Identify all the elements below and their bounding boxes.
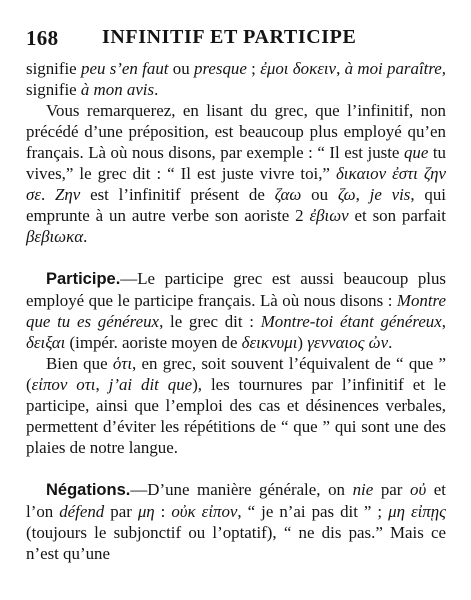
greek-run: μη εἰπῃς: [388, 502, 447, 521]
paragraph-participe: [26, 268, 446, 353]
italic-run: à moi paraître: [344, 59, 442, 78]
running-title: INFINITIF ET PARTICIPE: [102, 26, 357, 48]
italic-run: peu s’en faut: [81, 59, 169, 78]
text-run: par: [104, 502, 138, 521]
text-run: Vous remarquerez, en lisant du grec, que l’infinitif, non précédé d’une préposition, est beaucoup plus employé qu’en français. Là où nous disons, par exemple : “ Il est juste: [26, 101, 446, 162]
greek-run: δικαιον ἐστι ζην σε: [26, 164, 446, 204]
greek-run: Ζην: [55, 185, 81, 204]
text-run: (toujours le subjonctif ou l’optatif), “ ne dis pas.” Mais ce n’est qu’une: [26, 523, 446, 563]
text-run: ;: [246, 59, 261, 78]
greek-run: γενναιος ὠν: [307, 333, 389, 352]
text-run: ,: [355, 185, 370, 204]
greek-run: οὐκ εἰπον: [171, 502, 238, 521]
text-run: , “ je n’ai pas dit ” ;: [237, 502, 389, 521]
greek-run: ἐβιων: [309, 206, 349, 225]
text-run: ), les tournures par l’infinitif et le participe, ainsi que l’emploi des cas et désinences verbales, permettent d’éviter les répétitions de “ que ” qui sont une des plaies de notre langue.: [26, 375, 447, 457]
text-run: ,: [336, 59, 345, 78]
text-run: , le grec dit :: [159, 312, 261, 331]
text-run: .: [154, 80, 159, 99]
italic-run: Montre-toi étant généreux: [260, 312, 442, 331]
paragraph-continuation: [26, 58, 446, 100]
text-run: ): [297, 333, 308, 352]
text-run: (impér. aoriste moyen de: [65, 333, 242, 352]
text-run: .: [41, 185, 56, 204]
text-run: par: [373, 480, 410, 499]
greek-run: ζαω: [274, 185, 302, 204]
italic-run: presque: [194, 59, 247, 78]
paragraph-negations: [26, 479, 446, 564]
text-run: tu vives,” le grec dit : “ Il est juste vivre toi,”: [26, 143, 446, 183]
text-run: , signifie: [26, 59, 447, 99]
greek-run: ὁτι: [112, 354, 133, 373]
italic-run: nie: [352, 480, 374, 499]
page-body: [26, 58, 446, 564]
text-run: est l’infinitif présent de: [80, 185, 275, 204]
text-run: —D’une manière générale, on: [130, 480, 353, 499]
italic-run: à mon avis: [80, 80, 155, 99]
text-run: et son parfait: [348, 206, 446, 225]
text-run: :: [154, 502, 172, 521]
text-run: , en grec, soit souvent l’équivalent de “ que ” (: [26, 354, 446, 394]
greek-run: μη: [137, 502, 155, 521]
text-run: , qui emprunte à un autre verbe son aoriste 2: [26, 185, 446, 225]
greek-run: ζω: [337, 185, 356, 204]
paragraph-infinitive: [26, 100, 446, 247]
greek-run: δεικνυμι: [241, 333, 298, 352]
italic-run: je vis: [369, 185, 411, 204]
page-header: [26, 26, 446, 50]
text-run: Bien que: [46, 354, 113, 373]
italic-run: Montre que tu es généreux: [26, 291, 446, 331]
text-run: ,: [441, 312, 446, 331]
greek-run: εἰπον οτι: [31, 375, 96, 394]
greek-run: βεβιωκα: [26, 227, 84, 246]
text-run: .: [388, 333, 393, 352]
greek-run: ἐμοι δοκειν: [260, 59, 337, 78]
text-run: signifie: [26, 59, 81, 78]
italic-run: que: [403, 143, 429, 162]
greek-run: δειξαι: [26, 333, 66, 352]
italic-run: j’ai dit que: [108, 375, 193, 394]
text-run: ou: [168, 59, 194, 78]
section-title-negations: Négations.: [46, 481, 131, 499]
greek-run: οὐ: [410, 480, 427, 499]
page-number: 168: [26, 26, 59, 50]
section-title-participe: Participe.: [46, 270, 121, 288]
text-run: et l’on: [26, 480, 446, 521]
paragraph-que: [26, 353, 446, 458]
italic-run: défend: [59, 502, 105, 521]
text-run: ou: [301, 185, 338, 204]
text-run: .: [83, 227, 88, 246]
text-run: ,: [95, 375, 109, 394]
text-run: —Le participe grec est aussi beaucoup plus employé que le participe français. Là où nous disons :: [26, 269, 446, 310]
